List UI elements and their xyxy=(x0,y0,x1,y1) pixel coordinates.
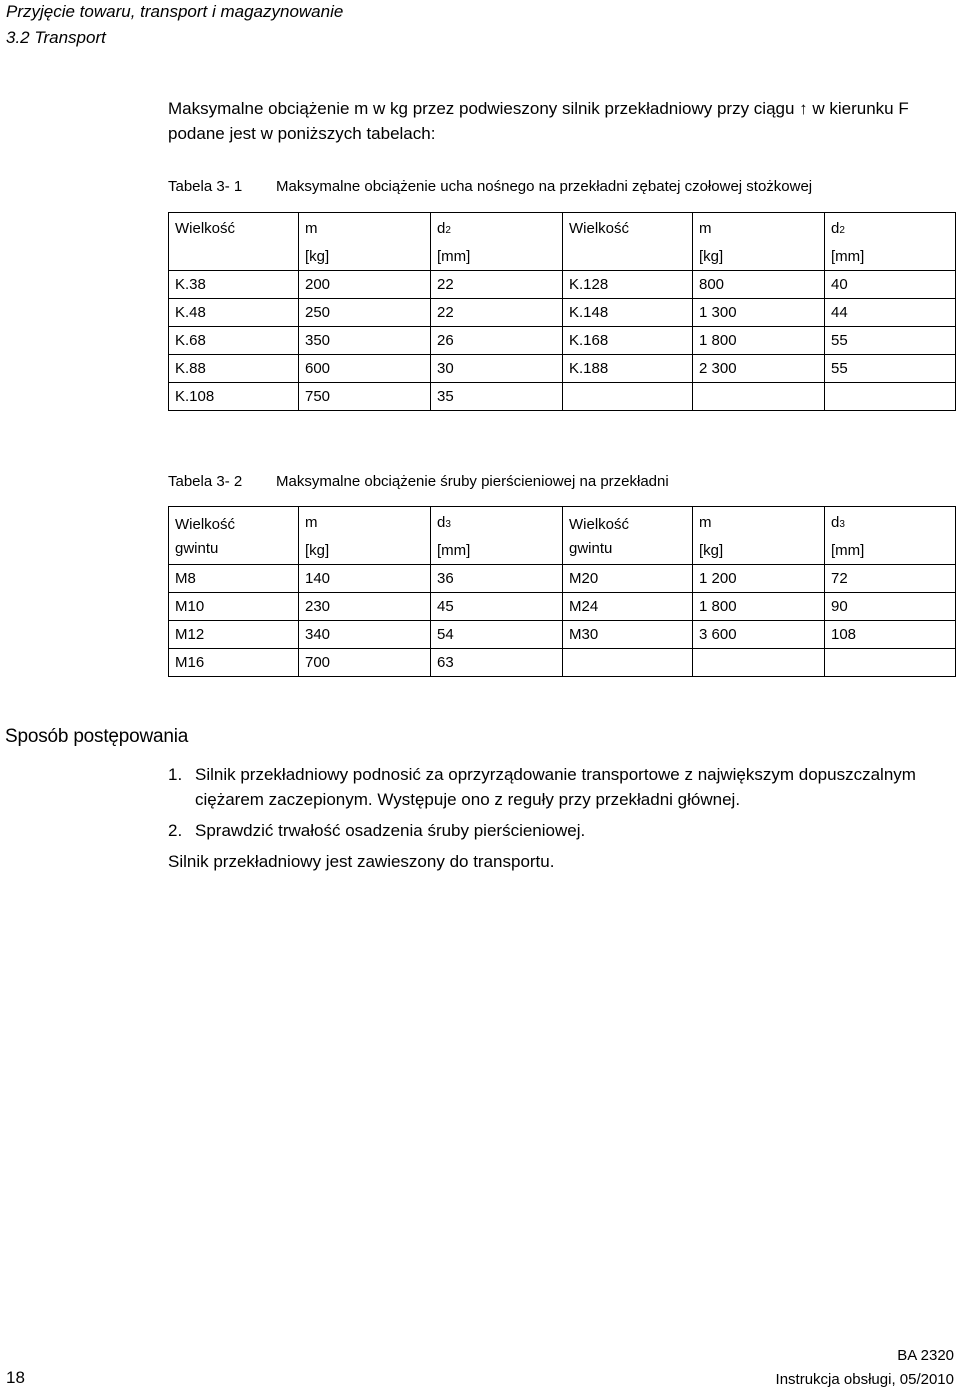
table2-row xyxy=(169,649,956,677)
document-info xyxy=(776,1344,954,1392)
running-header-section: 3.2 Transport xyxy=(6,28,106,47)
table1-caption xyxy=(168,178,812,195)
table2-row xyxy=(169,565,956,593)
step-1-number: 1. xyxy=(168,765,183,784)
table2-col-size2-line2: gwintu xyxy=(569,540,613,557)
table2-col-m: m xyxy=(299,507,431,538)
table2-header-row xyxy=(169,507,956,538)
table2-col-d-sub: 3 xyxy=(445,518,451,530)
table1-header-row xyxy=(169,213,956,244)
step-1 xyxy=(168,762,958,812)
table2-unit-m-2: [kg] xyxy=(693,537,825,565)
table2-cell: 90 xyxy=(825,593,956,621)
table2-col-size-line1: Wielkość xyxy=(175,516,236,533)
table2-cell: M10 xyxy=(169,593,299,621)
table1-title: Maksymalne obciążenie ucha nośnego na przekładni zębatej czołowej stożkowej xyxy=(276,178,813,195)
table1-cell: 600 xyxy=(299,355,431,383)
table1-row xyxy=(169,271,956,299)
table1-row xyxy=(169,383,956,411)
table2-label: Tabela 3- 2 xyxy=(168,473,243,490)
table1-cell: K.88 xyxy=(169,355,299,383)
document-title: Instrukcja obsługi, 05/2010 xyxy=(775,1371,954,1388)
table1-col-m: m xyxy=(299,213,431,244)
table2-col-d xyxy=(431,507,563,538)
table2-cell: 45 xyxy=(431,593,563,621)
table2-cell: M30 xyxy=(563,621,693,649)
page-number: 18 xyxy=(6,1368,25,1387)
table2-row xyxy=(169,621,956,649)
table2-cell: 340 xyxy=(299,621,431,649)
table1-cell: 22 xyxy=(431,271,563,299)
table2-unit-d: [mm] xyxy=(431,537,563,565)
table2-col-size xyxy=(169,507,299,565)
table1-cell: K.48 xyxy=(169,299,299,327)
table1-label: Tabela 3- 1 xyxy=(168,178,243,195)
table1-cell: K.128 xyxy=(563,271,693,299)
table1-cell: 30 xyxy=(431,355,563,383)
table2-col-d-2 xyxy=(825,507,956,538)
table1-unit-m-2: [kg] xyxy=(693,243,825,271)
table2-cell: M12 xyxy=(169,621,299,649)
table2-cell: 700 xyxy=(299,649,431,677)
table1-cell: 22 xyxy=(431,299,563,327)
table2-cell: M20 xyxy=(563,565,693,593)
table2 xyxy=(168,506,956,677)
table1-row xyxy=(169,299,956,327)
intro-paragraph: Maksymalne obciążenie m w kg przez podwieszony silnik przekładniowy przy ciągu ↑ w kierunku F podane jest w poniższych tabelach: xyxy=(168,99,909,143)
step-2-text: Sprawdzić trwałość osadzenia śruby pierścieniowej. xyxy=(195,821,586,840)
table1-col-d xyxy=(431,213,563,244)
table1-cell: 44 xyxy=(825,299,956,327)
step-2-number: 2. xyxy=(168,821,183,840)
table2-unit-m: [kg] xyxy=(299,537,431,565)
step-2 xyxy=(168,818,958,843)
table1-cell: 750 xyxy=(299,383,431,411)
table2-cell: M8 xyxy=(169,565,299,593)
document-code: BA 2320 xyxy=(897,1347,954,1364)
table2-cell: 36 xyxy=(431,565,563,593)
table1-cell: 350 xyxy=(299,327,431,355)
table1-col-d2-letter: d xyxy=(831,219,840,237)
table1-cell: 1 300 xyxy=(693,299,825,327)
table1-col-size: Wielkość xyxy=(169,213,299,244)
table1 xyxy=(168,212,956,411)
table1-cell: K.68 xyxy=(169,327,299,355)
table1-cell: K.38 xyxy=(169,271,299,299)
table2-unit-d-2: [mm] xyxy=(825,537,956,565)
table1-cell: 200 xyxy=(299,271,431,299)
table2-cell: 140 xyxy=(299,565,431,593)
table2-col-size-2 xyxy=(563,507,693,565)
table2-cell: M24 xyxy=(563,593,693,621)
table1-cell: 800 xyxy=(693,271,825,299)
table1-unit-empty xyxy=(169,243,299,271)
table1-cell xyxy=(693,383,825,411)
table1-col-d-2 xyxy=(825,213,956,244)
table1-row xyxy=(169,327,956,355)
procedure-steps xyxy=(168,762,958,874)
table1-cell xyxy=(563,383,693,411)
table1-unit-m: [kg] xyxy=(299,243,431,271)
table1-cell: K.168 xyxy=(563,327,693,355)
table1-cell: K.148 xyxy=(563,299,693,327)
table1-col-d-sub: 2 xyxy=(445,224,451,236)
table2-col-m-2: m xyxy=(693,507,825,538)
table1-row xyxy=(169,355,956,383)
table2-cell: 72 xyxy=(825,565,956,593)
table1-cell: 1 800 xyxy=(693,327,825,355)
table1-col-d-letter: d xyxy=(437,219,446,237)
table2-col-d-letter: d xyxy=(437,513,446,531)
table2-col-size-line2: gwintu xyxy=(175,540,219,557)
table1-cell: 55 xyxy=(825,327,956,355)
table1-unit-empty-2 xyxy=(563,243,693,271)
table2-cell: 1 200 xyxy=(693,565,825,593)
table2-cell: 1 800 xyxy=(693,593,825,621)
table1-cell: 26 xyxy=(431,327,563,355)
table1-cell: 2 300 xyxy=(693,355,825,383)
table1-cell xyxy=(825,383,956,411)
table1-cell: K.188 xyxy=(563,355,693,383)
table2-cell: 3 600 xyxy=(693,621,825,649)
table2-cell xyxy=(563,649,693,677)
table1-cell: 35 xyxy=(431,383,563,411)
running-header-chapter: Przyjęcie towaru, transport i magazynowanie xyxy=(6,2,344,21)
table1-unit-d-2: [mm] xyxy=(825,243,956,271)
procedure-result: Silnik przekładniowy jest zawieszony do transportu. xyxy=(168,852,555,871)
table2-cell: M16 xyxy=(169,649,299,677)
table2-cell xyxy=(825,649,956,677)
table2-col-size2-line1: Wielkość xyxy=(569,516,630,533)
table1-cell: K.108 xyxy=(169,383,299,411)
table2-row xyxy=(169,593,956,621)
table1-col-size-2: Wielkość xyxy=(563,213,693,244)
table1-col-d2-sub: 2 xyxy=(839,224,845,236)
table1-cell: 250 xyxy=(299,299,431,327)
table1-unit-row xyxy=(169,243,956,271)
table2-col-d2-sub: 3 xyxy=(839,518,845,530)
table1-col-m-2: m xyxy=(693,213,825,244)
table2-caption xyxy=(168,473,669,490)
step-1-text: Silnik przekładniowy podnosić za oprzyrządowanie transportowe z największym dopuszczalnym ciężarem zaczepionym. Występuje ono z reguły przy przekładni głównej. xyxy=(195,765,916,809)
table2-cell: 230 xyxy=(299,593,431,621)
table2-title: Maksymalne obciążenie śruby pierścieniowej na przekładni xyxy=(276,473,669,490)
table2-cell: 108 xyxy=(825,621,956,649)
table1-cell: 55 xyxy=(825,355,956,383)
procedure-heading: Sposób postępowania xyxy=(5,726,189,747)
table2-cell: 63 xyxy=(431,649,563,677)
table1-unit-d: [mm] xyxy=(431,243,563,271)
table1-cell: 40 xyxy=(825,271,956,299)
table2-col-d2-letter: d xyxy=(831,513,840,531)
table2-cell: 54 xyxy=(431,621,563,649)
table2-cell xyxy=(693,649,825,677)
